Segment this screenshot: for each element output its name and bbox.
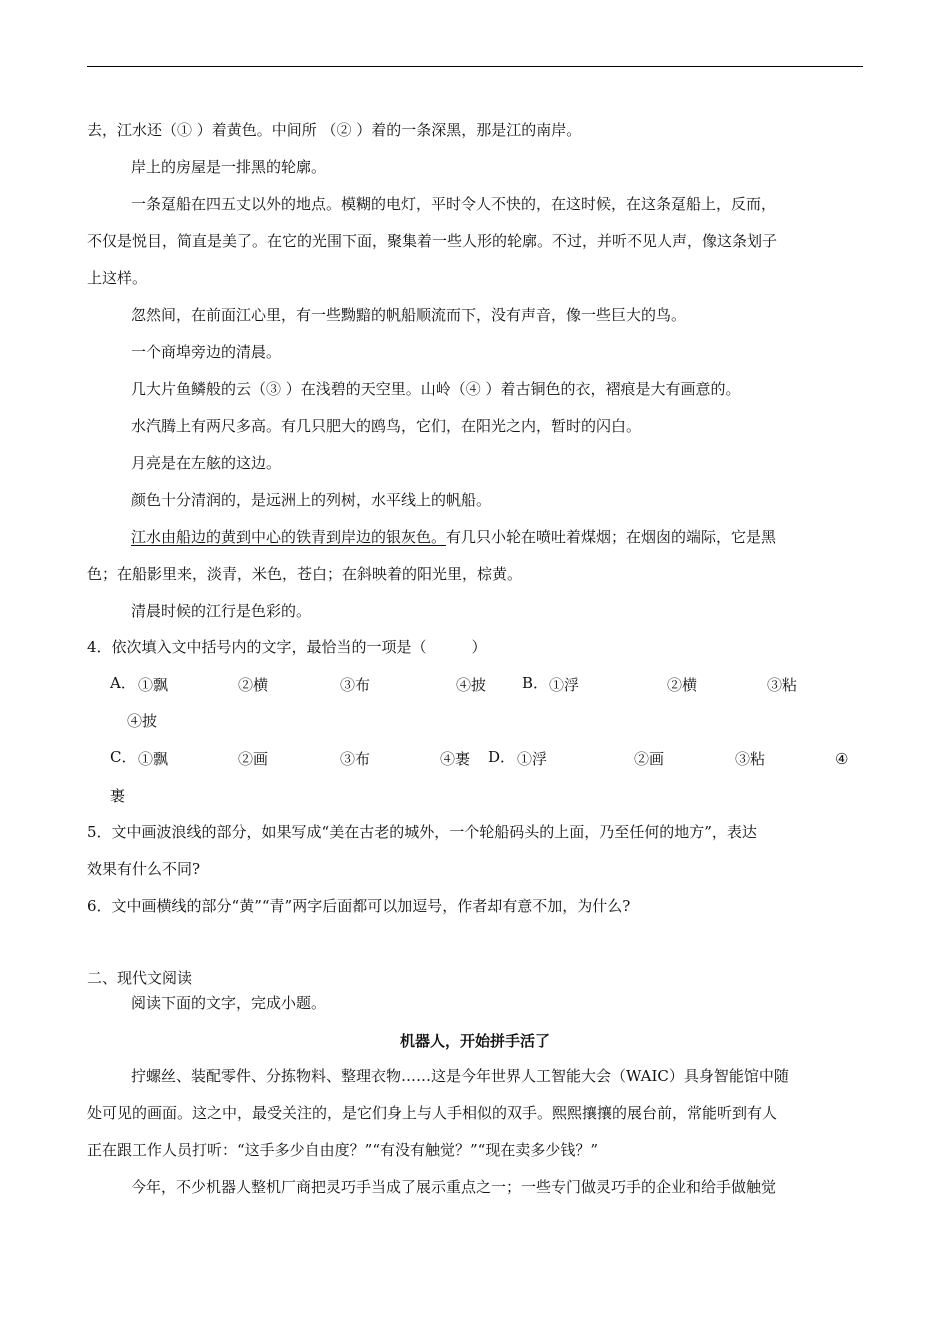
underlined-sentence: 江水由船边的黄到中心的铁青到岸边的银灰色。 — [131, 528, 447, 546]
section-heading: 二、现代文阅读 — [87, 969, 193, 987]
option-c-item: ③布 — [340, 750, 371, 768]
passage-line: 水汽腾上有两尺多高。有几只肥大的鸥鸟，它们，在阳光之内，暂时的闪白。 — [131, 417, 642, 435]
option-a-item: ③布 — [340, 676, 371, 694]
option-c-item: ②画 — [238, 750, 269, 768]
option-a-item: ④披 — [456, 676, 487, 694]
passage-line: 不仅是悦目，简直是美了。在它的光围下面，聚集着一些人形的轮廓。不过，并听不见人声，像这条划子 — [87, 232, 778, 250]
option-d-item: ④ — [835, 750, 849, 768]
passage-line: 忽然间，在前面江心里，有一些黝黯的帆船顺流而下，没有声音，像一些巨大的鸟。 — [131, 306, 687, 324]
header-rule — [87, 66, 863, 67]
option-c-letter: C． — [110, 748, 137, 766]
passage-line: 月亮是在左舷的这边。 — [131, 454, 282, 472]
article-line: 正在跟工作人员打听：“这手多少自由度？”“有没有触觉？”“现在卖多少钱？” — [87, 1141, 599, 1159]
passage-line: 几大片鱼鳞般的云（③ ）在浅碧的天空里。山岭（④ ）着古铜色的衣，褶痕是大有画意的。 — [131, 380, 741, 398]
passage-line: 上这样。 — [87, 269, 148, 287]
passage-line: 一条趸船在四五丈以外的地点。模糊的电灯，平时令人不快的，在这时候，在这条趸船上，反而， — [131, 195, 777, 213]
option-a-letter: A． — [110, 674, 136, 692]
question-5-line: 效果有什么不同? — [87, 860, 201, 878]
option-b-item: ①浮 — [549, 676, 580, 694]
passage-line: 颜色十分清润的，是远洲上的列树，水平线上的帆船。 — [131, 491, 492, 509]
option-b-item: ②横 — [667, 676, 698, 694]
question-5-line: 5．文中画波浪线的部分，如果写成“美在古老的城外，一个轮船码头的上面，乃至任何的地方”，表达 — [87, 823, 757, 841]
option-a-item: ②横 — [238, 676, 269, 694]
option-b-letter: B． — [522, 674, 549, 692]
option-b-item: ④披 — [127, 712, 158, 730]
passage-line: 一个商埠旁边的清晨。 — [131, 343, 282, 361]
section-instruction: 阅读下面的文字，完成小题。 — [131, 994, 327, 1012]
option-d-item: ①浮 — [517, 750, 548, 768]
passage-line: 岸上的房屋是一排黑的轮廓。 — [131, 158, 327, 176]
option-d-item: ②画 — [634, 750, 665, 768]
question-4-stem: 4．依次填入文中括号内的文字，最恰当的一项是（ ） — [87, 638, 487, 656]
option-d-letter: D． — [488, 748, 516, 766]
option-b-item: ③粘 — [767, 676, 798, 694]
article-line: 处可见的画面。这之中，最受关注的，是它们身上与人手相似的双手。熙熙攘攘的展台前，常能听到有人 — [87, 1104, 778, 1122]
article-line: 今年，不少机器人整机厂商把灵巧手当成了展示重点之一；一些专门做灵巧手的企业和给手做触觉 — [131, 1178, 777, 1196]
option-a-item: ①飘 — [138, 676, 169, 694]
passage-line: 色；在船影里来，淡青，米色，苍白；在斜映着的阳光里，棕黄。 — [87, 565, 523, 583]
article-line: 拧螺丝、装配零件、分拣物料、整理衣物……这是今年世界人工智能大会（WAIC）具身智能馆中随 — [131, 1067, 789, 1085]
option-c-item: ④裹 — [440, 750, 471, 768]
option-c-item: ①飘 — [138, 750, 169, 768]
question-6: 6．文中画横线的部分“黄”“青”两字后面都可以加逗号，作者却有意不加，为什么? — [87, 897, 631, 915]
option-d-item: ③粘 — [735, 750, 766, 768]
article-title: 机器人，开始拼手活了 — [399, 1032, 550, 1050]
passage-line: 清晨时候的江行是色彩的。 — [131, 602, 312, 620]
passage-line: 去，江水还（① ）着黄色。中间所 （② ）着的一条深黑，那是江的南岸。 — [87, 121, 582, 139]
option-d-item: 裹 — [110, 787, 126, 805]
sentence-tail: 有几只小轮在喷吐着煤烟；在烟囱的端际，它是黑 — [446, 528, 777, 546]
passage-line-underlined — [131, 527, 776, 547]
